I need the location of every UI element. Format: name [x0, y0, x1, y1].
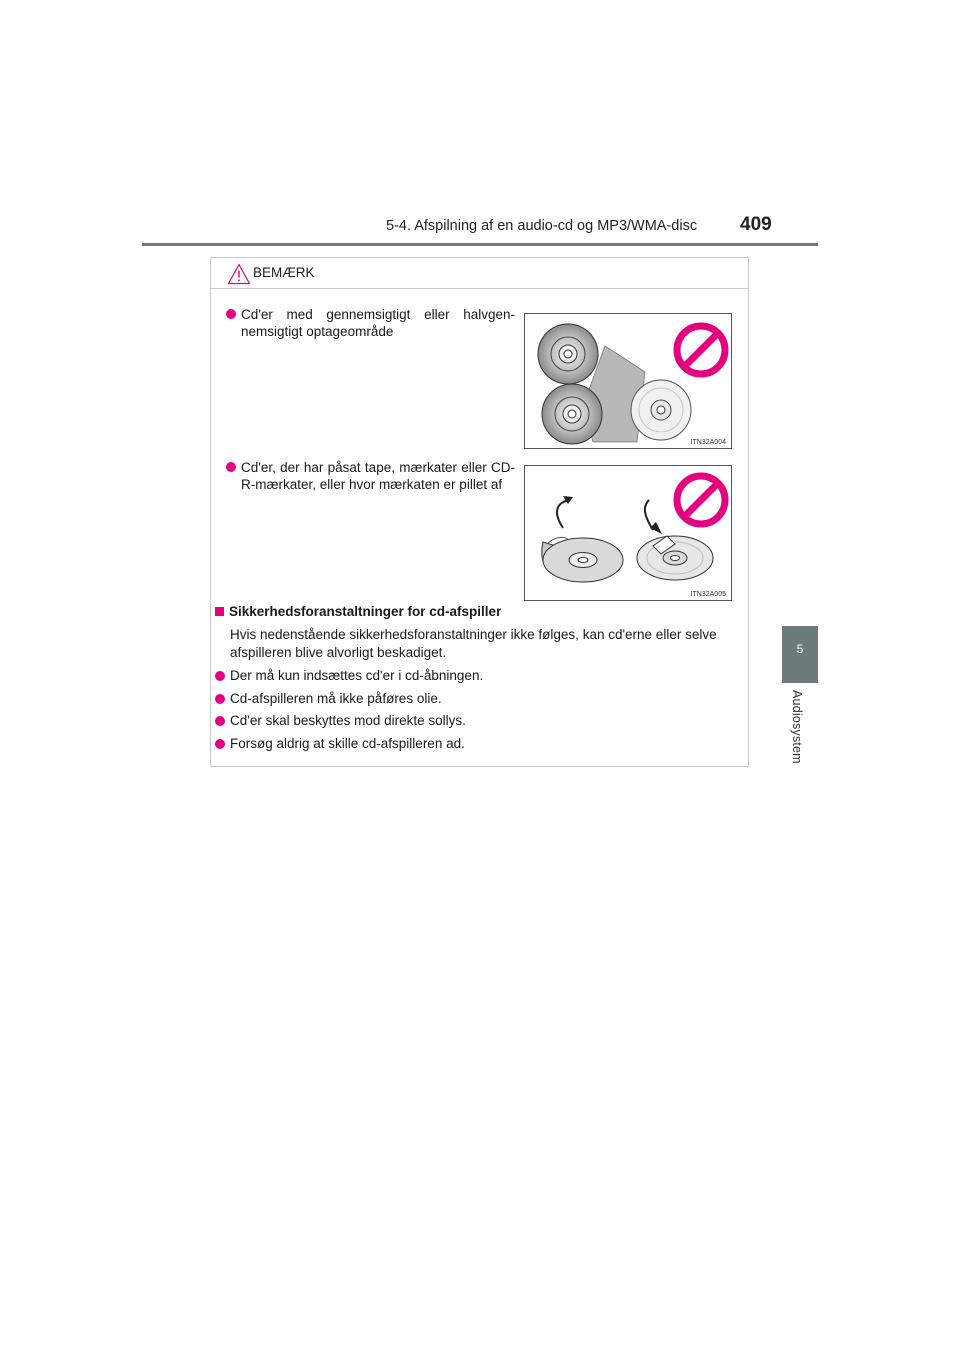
- header-rule: [142, 243, 818, 246]
- list-item: [215, 736, 465, 751]
- section-heading-text: Sikkerhedsforanstaltninger for cd-afspiller: [229, 604, 502, 619]
- bullet-text: Cd'er med gennemsigtigt eller halvgen-nemsigtigt optageområde: [241, 307, 515, 339]
- bullet-text: Cd'er, der har påsat tape, mærkater eller CD-R-mærkater, eller hvor mærkaten er pillet af: [241, 460, 515, 492]
- list-item-text: Cd'er skal beskyttes mod direkte sollys.: [230, 713, 466, 728]
- chapter-label: Audiosystem: [790, 690, 804, 764]
- list-item-text: Cd-afspilleren må ikke påføres olie.: [230, 691, 442, 706]
- notice-box: [210, 257, 749, 767]
- notice-header: [211, 258, 748, 289]
- list-item-text: Der må kun indsættes cd'er i cd-åbningen.: [230, 668, 484, 683]
- section-heading: [215, 604, 501, 619]
- notice-bullet: [241, 459, 515, 493]
- chapter-tab: 5: [782, 626, 818, 683]
- bullet-dot: [226, 462, 236, 472]
- square-bullet-icon: [215, 607, 224, 616]
- bullet-dot: [215, 716, 225, 726]
- figure-labeled-discs: [524, 465, 732, 601]
- bullet-dot: [215, 739, 225, 749]
- page-number: 409: [740, 214, 772, 235]
- labeled-discs-illustration: [525, 466, 732, 601]
- figure-code: ITN32A004: [690, 439, 726, 446]
- list-item: [215, 713, 466, 728]
- bullet-dot: [215, 694, 225, 704]
- figure-code: ITN32A005: [690, 591, 726, 598]
- bullet-dot: [215, 671, 225, 681]
- prohibited-icon: [677, 476, 725, 524]
- bullet-dot: [226, 309, 236, 319]
- notice-bullet: [241, 306, 515, 340]
- notice-title: BEMÆRK: [253, 265, 315, 280]
- section-intro: Hvis nedenstående sikkerhedsforanstaltninger ikke følges, kan cd'erne eller selve afspilleren blive alvorligt beskadiget.: [230, 627, 717, 660]
- discs-illustration: [525, 314, 732, 449]
- list-item: [215, 691, 442, 706]
- warning-triangle-icon: [227, 263, 251, 285]
- list-item: [215, 668, 483, 683]
- list-item-text: Forsøg aldrig at skille cd-afspilleren ad.: [230, 736, 465, 751]
- prohibited-icon: [677, 326, 725, 374]
- figure-transparent-discs: [524, 313, 732, 449]
- section-title: 5-4. Afspilning af en audio-cd og MP3/WMA-disc: [386, 218, 698, 234]
